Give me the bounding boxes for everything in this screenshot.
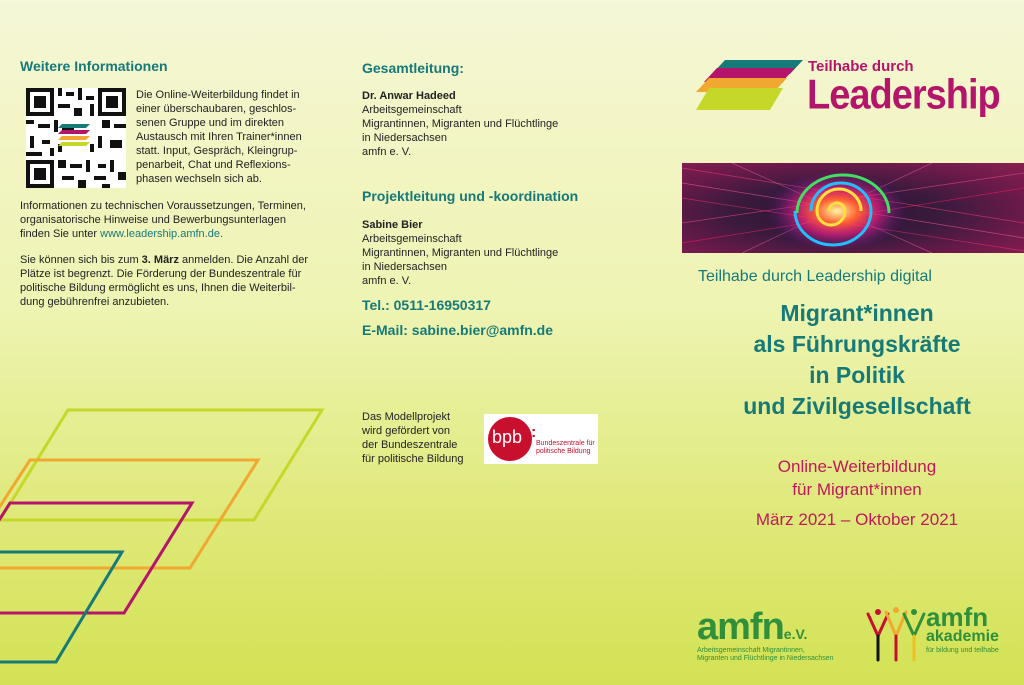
bpb-logo	[484, 414, 598, 464]
contact-line: Arbeitsgemeinschaft	[362, 233, 462, 245]
funding-note	[362, 410, 482, 466]
gesamtleitung-contact	[362, 89, 662, 159]
projektleitung-contact	[362, 218, 662, 288]
intro-line: penarbeit, Chat und Reflexions-	[136, 159, 291, 171]
main-title	[700, 298, 1014, 422]
logo-small-text: Teilhabe durch	[808, 58, 914, 75]
info-line: organisatorische Hinweise und Bewerbungsunterlagen	[20, 214, 286, 226]
akademie-logo-top: amfn	[926, 602, 989, 632]
online-training-label	[700, 455, 1014, 501]
akademie-figures-icon	[864, 606, 928, 662]
info-link-line	[20, 227, 330, 241]
intro-line: Die Online-Weiterbildung findet in	[136, 89, 300, 101]
spiral-image	[682, 163, 1024, 253]
bpb-logo-colon: :	[531, 424, 537, 441]
reg-post: anmelden. Die Anzahl der	[178, 254, 308, 266]
akademie-logo-mid: akademie	[926, 628, 999, 645]
email-address[interactable]: E-Mail: sabine.bier@amfn.de	[362, 322, 554, 338]
funding-line: für politische Bildung	[362, 453, 464, 465]
amfn-logo-caption	[697, 647, 834, 663]
info-prefix: finden Sie unter	[20, 228, 101, 240]
info-link[interactable]: www.leadership.amfn.de.	[100, 228, 224, 240]
bpb-caption-line: politische Bildung	[536, 448, 591, 455]
intro-line: senen Gruppe und im direkten	[136, 117, 284, 129]
projektleitung-heading: Projektleitung und -koordination	[362, 188, 579, 204]
qr-code-icon	[26, 88, 126, 188]
reg-deadline: 3. März	[141, 254, 179, 266]
projektleitung-name: Sabine Bier	[362, 219, 423, 231]
online-line: Online-Weiterbildung	[777, 457, 937, 476]
contact-line: amfn e. V.	[362, 275, 412, 287]
intro-text	[136, 88, 326, 186]
bpb-logo-text: bpb	[492, 427, 523, 447]
logo-big-text: Leadership	[807, 72, 1000, 119]
intro-line: Austausch mit Ihren Trainer*innen	[136, 131, 302, 143]
reg-pre: Sie können sich bis zum	[20, 254, 142, 266]
decorative-parallelograms	[0, 400, 340, 685]
funding-line: der Bundeszentrale	[362, 439, 458, 451]
contact-line: Arbeitsgemeinschaft	[362, 104, 462, 116]
bpb-caption-line: Bundeszentrale für	[536, 440, 595, 447]
title-line: in Politik	[809, 362, 905, 388]
leadership-logo-icon	[695, 58, 805, 113]
title-line: und Zivilgesellschaft	[743, 393, 971, 419]
intro-line: statt. Input, Gespräch, Kleingrup-	[136, 145, 298, 157]
contact-line: amfn e. V.	[362, 146, 412, 158]
registration-line: dung gebührenfrei anzubieten.	[20, 296, 170, 308]
intro-line: einer überschaubaren, geschlos-	[136, 103, 297, 115]
amfn-caption-line: Migranten und Flüchtlinge in Niedersachsen	[697, 655, 834, 662]
left-heading: Weitere Informationen	[20, 58, 168, 74]
phone-number[interactable]: Tel.: 0511-16950317	[362, 297, 491, 313]
funding-line: wird gefördert von	[362, 425, 451, 437]
registration-paragraph	[20, 253, 330, 309]
akademie-logo-sub: für bildung und teilhabe	[926, 647, 999, 654]
intro-line: phasen wechseln sich ab.	[136, 173, 262, 185]
amfn-logo-ev: e.V.	[783, 626, 808, 642]
contact-line: in Niedersachsen	[362, 261, 447, 273]
amfn-caption-line: Arbeitsgemeinschaft Migrantinnen,	[697, 647, 805, 654]
amfn-logo-text: amfn	[697, 606, 784, 648]
registration-line: politische Bildung ermöglicht es uns, Ihnen die Weiterbil-	[20, 282, 296, 294]
contact-line: in Niedersachsen	[362, 132, 447, 144]
contact-line: Migrantinnen, Migranten und Flüchtlinge	[362, 247, 559, 259]
contact-line: Migrantinnen, Migranten und Flüchtlinge	[362, 118, 559, 130]
info-paragraph	[20, 199, 330, 241]
gesamtleitung-heading: Gesamtleitung:	[362, 60, 464, 76]
gesamtleitung-name: Dr. Anwar Hadeed	[362, 90, 456, 102]
info-line: Informationen zu technischen Voraussetzungen, Terminen,	[20, 200, 306, 212]
subtitle: Teilhabe durch Leadership digital	[698, 268, 932, 285]
online-line: für Migrant*innen	[792, 480, 922, 499]
title-line: als Führungskräfte	[753, 331, 961, 357]
title-line: Migrant*innen	[780, 300, 934, 326]
funding-line: Das Modellprojekt	[362, 411, 451, 423]
registration-line	[20, 253, 330, 267]
date-range: März 2021 – Oktober 2021	[755, 510, 959, 529]
registration-line: Plätze ist begrenzt. Die Förderung der Bundeszentrale für	[20, 268, 302, 280]
bpb-logo-caption	[536, 440, 595, 456]
